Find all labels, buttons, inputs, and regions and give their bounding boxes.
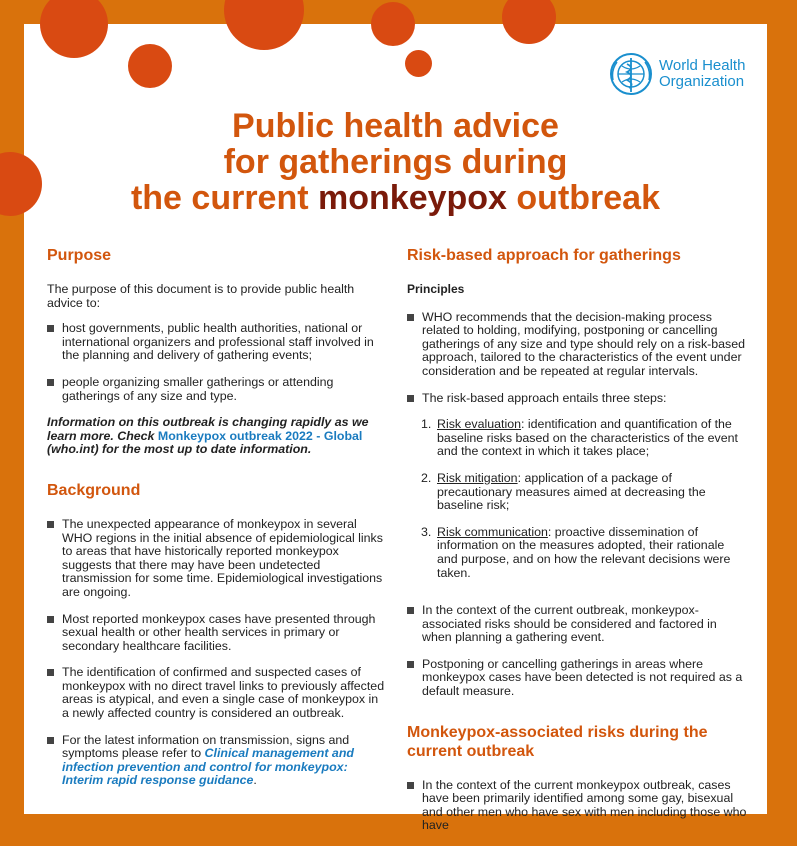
step-number: 2. xyxy=(421,470,432,485)
decorative-dot xyxy=(371,2,415,46)
title-highlight: monkeypox xyxy=(318,179,507,217)
page-title xyxy=(24,108,767,216)
list-item: people organizing smaller gatherings or attending gatherings of any size and type. xyxy=(47,376,387,403)
risk-steps xyxy=(407,418,747,580)
guidance-link[interactable]: Clinical management and infection prevention and control for monkeypox: Interim rapid response guidance xyxy=(62,746,354,788)
step-number: 3. xyxy=(421,524,432,539)
list-item xyxy=(47,734,387,788)
document-page xyxy=(24,24,767,833)
list-item: host governments, public health authorities, national or international organizers and professional staff involved in the planning and delivery of gathering events; xyxy=(47,322,387,363)
right-column xyxy=(407,246,747,846)
list-item: The identification of confirmed and suspected cases of monkeypox with no direct travel links to previously affected areas is atypical, and even a single case of monkeypox in a newly affected country is considered an outbreak. xyxy=(47,666,387,720)
step-text: : identification and quantification of the baseline risks based on the characteristics of the event and the context in which it takes place; xyxy=(437,417,738,459)
step-item xyxy=(421,526,747,580)
risk-list xyxy=(407,311,747,406)
decorative-dot xyxy=(502,0,556,44)
title-line3 xyxy=(24,180,767,216)
bullet-text: For the latest information on transmission, signs and symptoms please refer to xyxy=(62,732,350,761)
title-line3-post: outbreak xyxy=(506,179,661,217)
list-item: Postponing or cancelling gatherings in areas where monkeypox cases have been detected is not required as a default measure. xyxy=(407,658,747,699)
who-logo xyxy=(607,50,745,98)
outbreak-link[interactable]: Monkeypox outbreak 2022 - Global xyxy=(157,428,363,443)
title-line2: for gatherings during xyxy=(223,143,568,181)
decorative-dot xyxy=(224,0,304,50)
step-term: Risk communication xyxy=(437,524,548,539)
bullet-text-end: . xyxy=(253,773,257,788)
who-emblem-icon xyxy=(607,50,655,98)
list-item: In the context of the current outbreak, monkeypox-associated risks should be considered and factored in when planning a gathering event. xyxy=(407,604,747,645)
decorative-dot xyxy=(40,0,108,58)
assoc-list xyxy=(407,779,747,833)
step-text: : application of a package of precautionary measures aimed at decreasing the baseline risk; xyxy=(437,470,706,513)
logo-text-line1: World Health xyxy=(659,57,746,74)
note-post: (who.int) for the most up to date information. xyxy=(47,442,312,457)
principles-subheading: Principles xyxy=(407,282,465,296)
update-note xyxy=(47,416,387,457)
risk-list-continued xyxy=(407,604,747,699)
step-term: Risk evaluation xyxy=(437,417,522,432)
purpose-list xyxy=(47,322,387,403)
step-text: : proactive dissemination of information on the measures adopted, their rationale and purpose, and on how the relevant decisions were taken. xyxy=(437,524,731,580)
list-item: The risk-based approach entails three steps: xyxy=(407,392,747,406)
logo-text-line2: Organization xyxy=(659,73,745,90)
list-item: Most reported monkeypox cases have presented through sexual health or other health services in primary or secondary healthcare facilities. xyxy=(47,613,387,654)
list-item: The unexpected appearance of monkeypox in several WHO regions in the initial absence of epidemiological links to areas that have historically reported monkeypox suggests that there may have been undetected transmission for some time. Epidemiological investigations are ongoing. xyxy=(47,518,387,600)
purpose-heading: Purpose xyxy=(47,247,112,264)
assoc-heading: Monkeypox-associated risks during the current outbreak xyxy=(407,723,708,760)
title-line1: Public health advice xyxy=(232,107,559,145)
list-item: In the context of the current monkeypox outbreak, cases have been primarily identified among some gay, bisexual and other men who have sex with men including those who have xyxy=(407,779,747,833)
decorative-dot xyxy=(128,44,172,88)
left-column xyxy=(47,246,387,801)
title-line3-pre: the current xyxy=(130,179,319,217)
background-heading: Background xyxy=(47,481,141,499)
step-item xyxy=(421,418,747,459)
background-list xyxy=(47,518,387,788)
step-term: Risk mitigation xyxy=(437,470,518,485)
note-pre: Information on this outbreak is changing rapidly as we learn more. Check xyxy=(47,415,369,443)
step-number: 1. xyxy=(421,417,432,432)
risk-heading: Risk-based approach for gatherings xyxy=(407,247,681,264)
step-item xyxy=(421,472,747,513)
purpose-intro: The purpose of this document is to provide public health advice to: xyxy=(47,282,355,310)
list-item: WHO recommends that the decision-making process related to holding, modifying, postponing or cancelling gatherings of any size and type should rely on a risk-based approach, tailored to the characteristics of the event under consideration and be repeated at regular intervals. xyxy=(407,311,747,379)
decorative-dot xyxy=(405,50,432,77)
